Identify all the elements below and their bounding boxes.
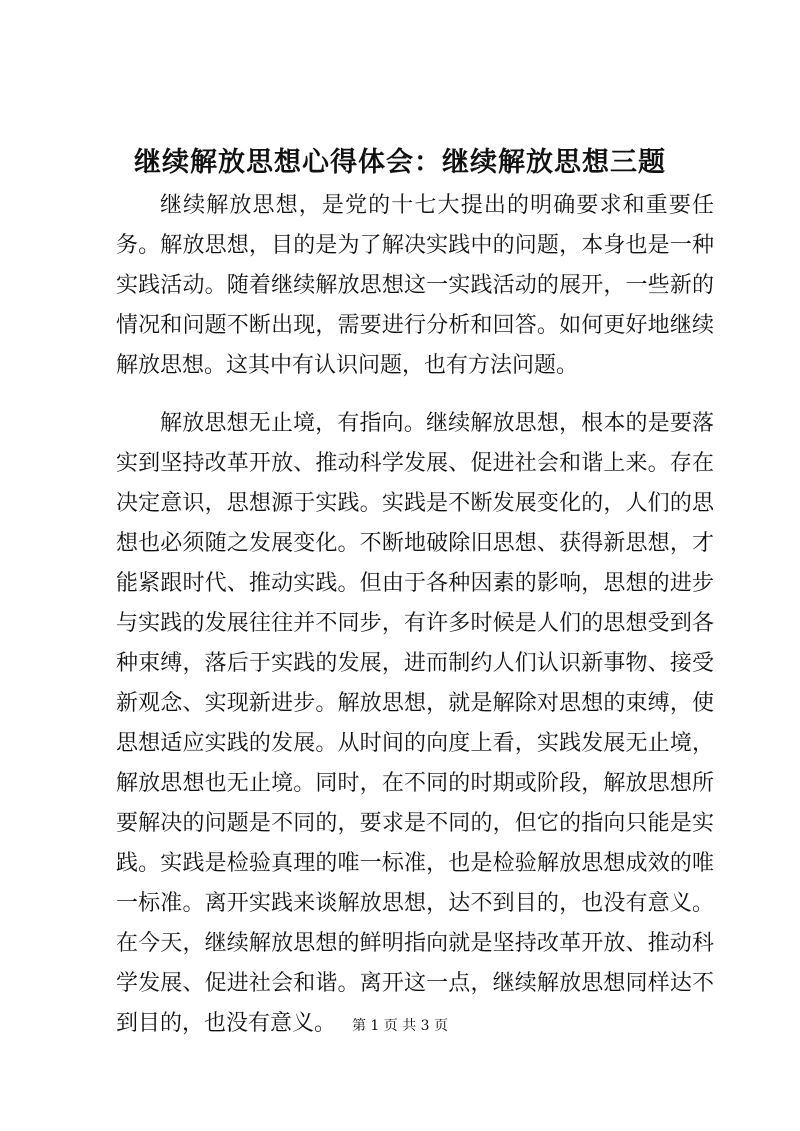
page-footer: 第 1 页 共 3 页 [351, 1018, 449, 1034]
paragraph-2: 解放思想无止境，有指向。继续解放思想，根本的是要落实到坚持改革开放、推动科学发展、促进社会和谐上来。存在决定意识，思想源于实践。实践是不断发展变化的，人们的思想也必须随之发展变化。不断地破除旧思想、获得新思想，才能紧跟时代、推动实践。但由于各种因素的影响，思想的进步与实践的发展往往并不同步，有许多时候是人们的思想受到各种束缚，落后于实践的发展，进而制约人们认识新事物、接受新观念、实现新进步。解放思想，就是解除对思想的束缚，使思想适应实践的发展。从时间的向度上看，实践发展无止境，解放思想也无止境。同时，在不同的时期或阶段，解放思想所要解决的问题是不同的，要求是不同的，但它的指向只能是实践。实践是检验真理的唯一标准，也是检验解放思想成效的唯一标准。离开实践来谈解放思想，达不到目的，也没有意义。在今天，继续解放思想的鲜明指向就是坚持改革开放、推动科学发展、促进社会和谐。离开这一点，继续解放思想同样达不到目的，也没有意义。 [116, 411, 714, 1036]
paragraph-1: 继续解放思想，是党的十七大提出的明确要求和重要任务。解放思想，目的是为了解决实践中的问题，本身也是一种实践活动。随着继续解放思想这一实践活动的展开，一些新的情况和问题不断出现，需要进行分析和回答。如何更好地继续解放思想。这其中有认识问题，也有方法问题。 [116, 193, 714, 378]
document-title: 继续解放思想心得体会：继续解放思想三题 [134, 147, 666, 178]
document-body [116, 186, 714, 1044]
